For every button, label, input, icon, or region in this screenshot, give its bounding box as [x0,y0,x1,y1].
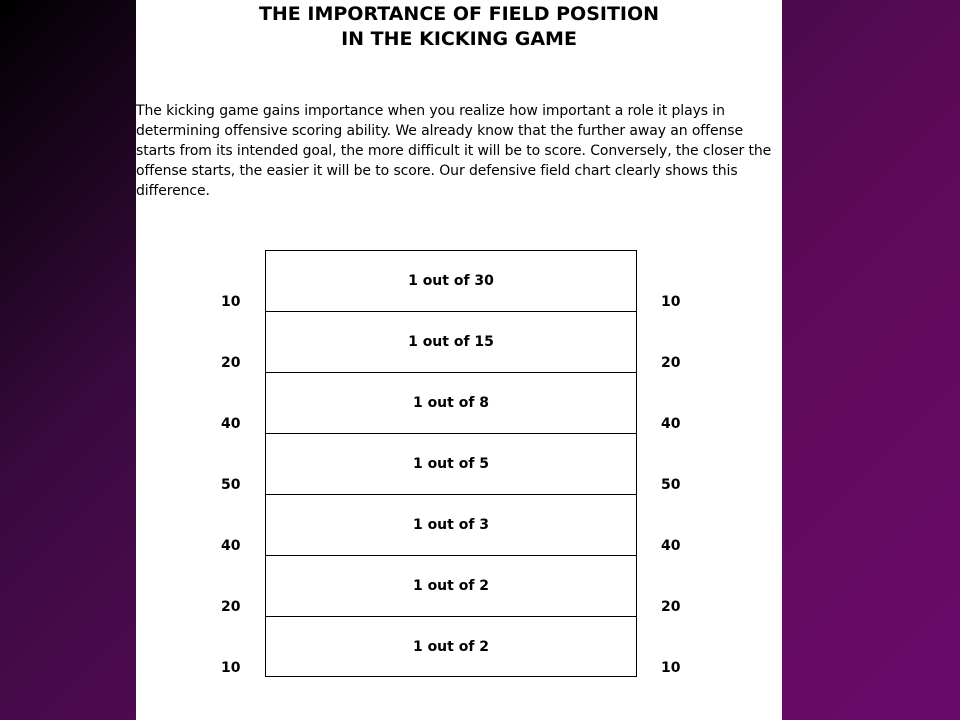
intro-paragraph: The kicking game gains importance when you realize how important a role it plays in determining offensive scoring ability. We already know that the further away an offense starts from its intended goal, the more difficult it will be to score. Conversely, the closer the offense starts, the easier it will be to score. Our defensive field chart clearly shows this difference. [136,103,772,199]
zone-odds-4: 1 out of 5 [412,456,490,472]
yard-line-left-3: 40 [221,416,241,432]
field-chart [265,250,637,677]
title-line-1: THE IMPORTANCE OF FIELD POSITION [258,3,660,25]
page-title [136,2,782,52]
yard-line-left-5: 40 [221,538,241,554]
field-zone-7 [266,617,636,678]
field-zone-3 [266,373,636,434]
yard-line-left-2: 20 [221,355,241,371]
zone-odds-2: 1 out of 15 [408,334,494,350]
slide-page [136,0,782,720]
field-zone-5 [266,495,636,556]
yard-line-left-4: 50 [221,477,241,493]
yard-line-right-4: 50 [661,477,681,493]
zone-odds-5: 1 out of 3 [412,517,490,533]
yard-line-right-7: 10 [661,660,681,676]
zone-odds-3: 1 out of 8 [412,395,490,411]
yard-line-left-1: 10 [221,294,241,310]
zone-odds-6: 1 out of 2 [412,578,490,594]
yard-line-right-3: 40 [661,416,681,432]
field-zone-1 [266,251,636,312]
yard-line-left-7: 10 [221,660,241,676]
field-zone-2 [266,312,636,373]
yard-line-right-5: 40 [661,538,681,554]
yard-line-left-6: 20 [221,599,241,615]
zone-odds-7: 1 out of 2 [412,639,490,655]
title-line-2: IN THE KICKING GAME [341,28,577,50]
yard-line-right-6: 20 [661,599,681,615]
field-zone-6 [266,556,636,617]
zone-odds-1: 1 out of 30 [408,273,494,289]
yard-line-right-1: 10 [661,294,681,310]
field-zone-4 [266,434,636,495]
yard-line-right-2: 20 [661,355,681,371]
